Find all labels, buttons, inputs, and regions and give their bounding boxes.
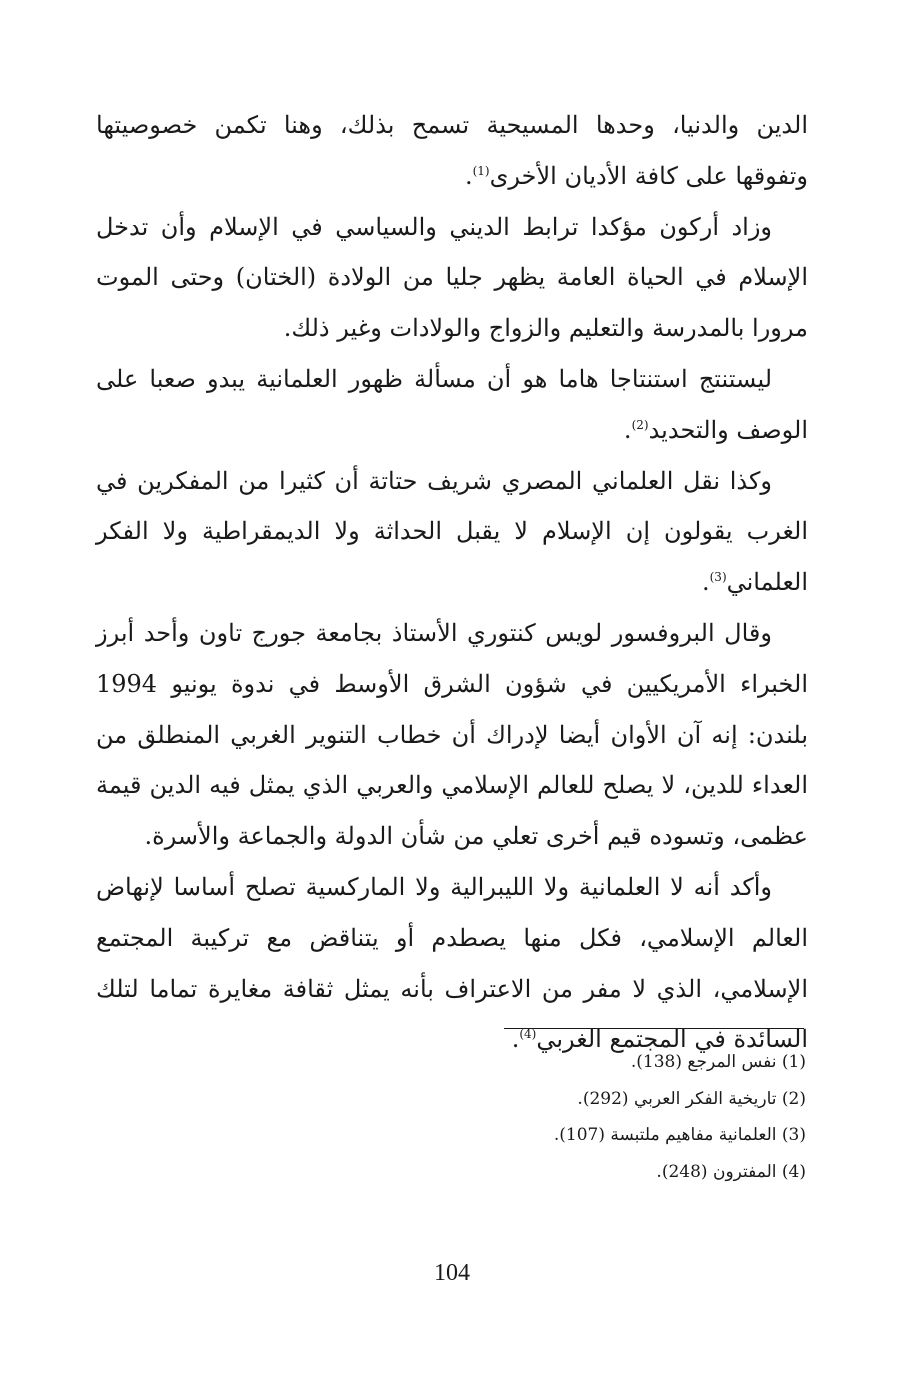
paragraph [96, 456, 808, 608]
paragraph-text: . [701, 568, 710, 597]
footnote-3: (3) العلمانية مفاهيم ملتبسة (107). [553, 1125, 806, 1145]
paragraph-text: وكذا نقل العلماني المصري شريف حتاتة أن كثيرا من المفكرين في الغرب يقولون إن الإسلام لا يقبل الحداثة ولا الديمقراطية ولا الفكر العلماني [96, 466, 808, 597]
footnote-reference: (2) [631, 417, 649, 432]
footnote-2: (2) تاريخية الفكر العربي (292). [577, 1088, 806, 1109]
paragraph-text: الدين والدنيا، وحدها المسيحية تسمح بذلك، وهنا تكمن خصوصيتها وتفوقها على كافة الأديان الأخرى [96, 111, 808, 190]
footnote-reference: (1) [472, 163, 490, 178]
paragraph-text: وقال البروفسور لويس كنتوري الأستاذ بجامعة جورج تاون وأحد أبرز الخبراء الأمريكيين في شؤون الشرق الأوسط في ندوة يونيو 1994 بلندن: إنه آن الأوان أيضا لإدراك أن خطاب التنوير الغربي المنطلق من العداء للدين، لا يصلح للعالم الإسلامي والعربي الذي يمثل فيه الدين قيمة عظمى، وتسوده قيم أخرى تعلي من شأن الدولة والجماعة والأسرة. [96, 618, 809, 851]
footnotes [96, 1044, 806, 1190]
footnote-reference: (3) [709, 570, 727, 585]
paragraph-text: . [511, 1025, 520, 1054]
body-text [96, 100, 808, 1065]
footnote-4: (4) المفترون (248). [656, 1161, 806, 1182]
paragraph [96, 202, 808, 354]
paragraph [96, 354, 808, 456]
page-number: 104 [434, 1260, 470, 1286]
paragraph [96, 608, 808, 862]
paragraph [96, 862, 808, 1065]
paragraph-text: . [464, 161, 473, 190]
footnote-reference: (4) [519, 1027, 537, 1042]
paragraph-text: . [623, 415, 632, 444]
paragraph [96, 100, 808, 202]
footnote-1: (1) نفس المرجع (138). [630, 1052, 806, 1072]
book-page [96, 100, 809, 1286]
footnote-separator [504, 1028, 804, 1029]
paragraph-text: وزاد أركون مؤكدا ترابط الديني والسياسي في الإسلام وأن تدخل الإسلام في الحياة العامة يظهر جليا من الولادة (الختان) وحتى الموت مرورا بالمدرسة والتعليم والزواج والولادات وغير ذلك. [96, 212, 808, 343]
paragraph-text: وأكد أنه لا العلمانية ولا الليبرالية ولا الماركسية تصلح أساسا لإنهاض العالم الإسلامي، فكل منها يصطدم أو يتناقض مع تركيبة المجتمع الإسلامي، الذي لا مفر من الاعتراف بأنه يمثل ثقافة مغايرة تماما لتلك السائدة في المجتمع الغربي [96, 872, 808, 1054]
paragraph-text: ليستنتج استنتاجا هاما هو أن مسألة ظهور العلمانية يبدو صعبا على الوصف والتحديد [96, 364, 808, 444]
